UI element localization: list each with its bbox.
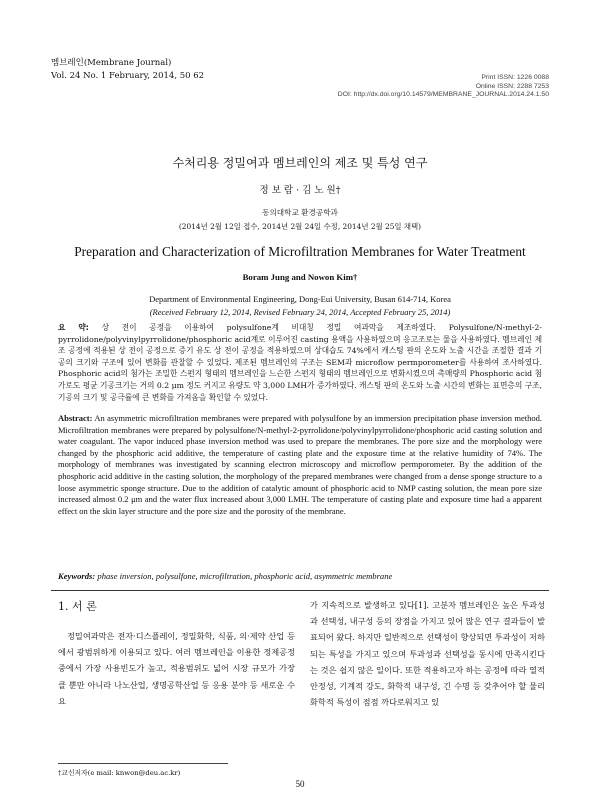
korean-affiliation: 동의대학교 환경공학과	[262, 208, 338, 217]
footnote: †교신저자(e mail: knwon@deu.ac.kr)	[58, 769, 181, 777]
page-number: 50	[295, 779, 305, 789]
english-affiliation: Department of Environmental Engineering, Dong-Eui University, Busan 614-714, Korea	[149, 294, 451, 304]
issn-block	[338, 74, 549, 100]
korean-authors: 정 보 람 · 김 노 원†	[259, 185, 341, 196]
english-abstract-text: An asymmetric microfiltration membranes were prepared with polysulfone by an immersion precipitation phase inversion method. Microfiltration membranes were prepared by polysulfone/N-methyl-2-pyrrolidone/polyvinylpyrrolidone/phosphoric acid casting solution and water coagulant. The vapor induced phase inversion method was used to prepare the membranes. The pore size and the morphology were changed by the phosphoric acid additive, the temperature of casting plate and the exposure time at the relative humidity of 74%. The morphology of membranes was investigated by scanning electron microscopy and microflow permporometer. By the addition of the phosphoric acid additive in the casting solution, the morphology of the prepared membranes were changed from a dense sponge structure to a loose asymmetric sponge structure. Due to the addition of catalytic amount of phosphoric acid to NMP casting solution, the mean pore size increased almost 0.2 μm and the water flux increased about 3,000 LMH. The temperature of casting plate and exposure time had a apparent effect on the skin layer structure and the pore size and the porosity of the membrane.	[58, 413, 542, 516]
english-title: Preparation and Characterization of Microfiltration Membranes for Water Treatment	[74, 244, 526, 259]
section-heading: 1. 서 론	[58, 600, 97, 613]
korean-abstract-label: 요 약:	[58, 323, 89, 332]
body-paragraph-right: 가 지속적으로 발생하고 있다[1]. 고분자 멤브레인은 높은 투과성과 선택성, 내구성 등의 장점을 가지고 있어 많은 연구 결과들이 발표되어 왔다. 하지만 일반적으로 선택성이 향상되면 투과성이 저하되는 특성을 가지고 있으며 투과성과 선택성을 동시에 만족시킨다는 것은 쉽지 않은 일이다. 또한 적용하고자 하는 공정에 따라 열적 안정성, 기계적 강도, 화학적 내구성, 긴 수명 등 갖추어야 할 물리 화학적 특성이 점점 까다로워지고 있	[310, 600, 545, 708]
keywords	[58, 571, 542, 581]
korean-abstract-text: 상 전이 공정을 이용하여 polysulfone계 비대칭 정밀 여과막을 제조하였다. Polysulfone/N-methyl-2-pyrrolidone/polyvinylpyrrolidone/phosphoric acid계로 이루어진 casting 용액을 사용하였으며 응고조로는 물을 사용하였다. 멤브레인 제조 공정에 적용된 상 전이 공정으로 증기 유도 상 전이 공정을 적용하였으며 상대습도 74%에서 캐스팅 판의 온도와 노출 시간을 조절한 결과 기공의 크기와 구조에 있어 변화를 관찰할 수 있었다. 제조된 멤브레인의 구조는 SEM과 microflow permporometer를 사용하여 조사하였다. Phosphoric acid의 첨가는 조밀한 스펀지 형태의 멤브레인을 느슨한 스펀지 형태의 멤브레인으로 변화시켰으며 촉매량의 Phosphoric acid 첨가로도 평균 기공크기는 거의 0.2 μm 정도 커지고 유량도 약 3,000 LMH가 증가하였다. 캐스팅 판의 온도와 노출 시간의 변화는 표면층의 구조, 기공의 크기 및 공극률에 큰 변화를 가져옴을 확인할 수 있었다.	[58, 323, 543, 402]
keywords-label: Keywords:	[58, 571, 96, 581]
volume-line: Vol. 24 No. 1 February, 2014, 50 62	[51, 71, 205, 81]
body-paragraph-left: 정밀여과막은 전자·디스플레이, 정밀화학, 식품, 의·제약 산업 등에서 광범위하게 이용되고 있다. 여러 멤브레인을 이용한 정제공정 중에서 가장 사용빈도가 높고, 적용범위도 넓어 시장 규모가 가장 클 뿐만 아니라 나노산업, 생명공학산업 등 응용 분야 등 새로운 수요	[58, 631, 295, 706]
korean-abstract	[58, 322, 542, 403]
korean-dates: (2014년 2월 12일 접수, 2014년 2월 24일 수정, 2014년 2월 25일 채택)	[178, 222, 422, 231]
english-dates: (Received February 12, 2014, Revised February 24, 2014, Accepted February 25, 2014)	[149, 307, 451, 317]
print-issn: Print ISSN: 1226 0088	[481, 74, 549, 81]
section-divider	[51, 590, 549, 591]
body-column-left	[58, 628, 295, 709]
journal-header	[51, 57, 204, 83]
footnote-divider	[58, 763, 228, 764]
body-column-right	[310, 597, 545, 710]
journal-name: 멤브레인(Membrane Journal)	[51, 58, 172, 68]
english-abstract	[58, 413, 542, 517]
english-authors: Boram Jung and Nowon Kim†	[242, 272, 358, 282]
english-abstract-label: Abstract:	[58, 413, 93, 423]
doi-link[interactable]: DOI: http://dx.doi.org/10.14579/MEMBRANE_JOURNAL.2014.24.1.50	[337, 91, 549, 99]
online-issn: Online ISSN: 2288 7253	[475, 82, 549, 90]
keywords-text: phase inversion, polysulfone, microfiltration, phosphoric acid, asymmetric membrane	[97, 571, 393, 581]
korean-title: 수처리용 정밀여과 멤브레인의 제조 및 특성 연구	[172, 156, 428, 170]
